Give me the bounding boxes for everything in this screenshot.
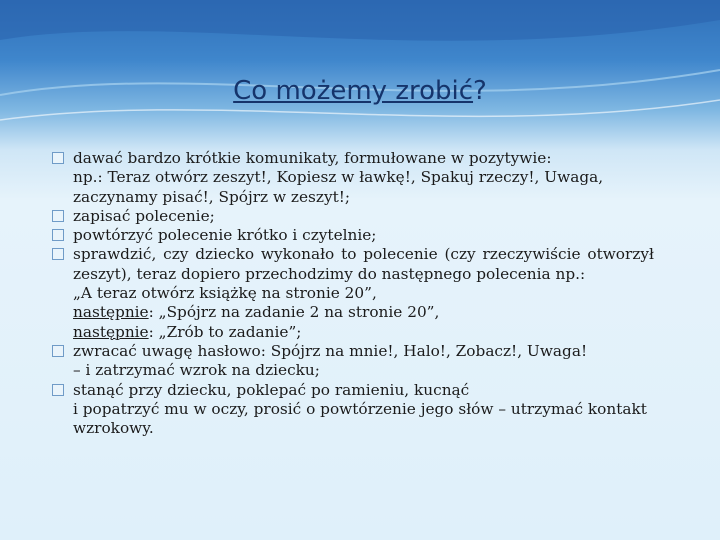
list-item [52, 226, 654, 245]
list-item-detail [52, 284, 654, 342]
list-item [52, 245, 654, 284]
example-line: „A teraz otwórz książkę na stronie 20”, [73, 284, 377, 303]
emphasis-word: następnie [73, 322, 149, 341]
bullet-icon [52, 210, 64, 222]
list-item-detail: i popatrzyć mu w oczy, prosić o powtórzenie jego słów – utrzymać kontakt wzrokowy. [73, 399, 647, 438]
item-text: powtórzyć polecenie krótko i czytelnie; [73, 226, 377, 245]
example-text: : „Zrób to zadanie”; [148, 322, 302, 341]
page-title [0, 76, 720, 106]
example-text: : „Spójrz na zadanie 2 na stronie 20”, [148, 303, 440, 322]
list-item [52, 381, 654, 400]
item-text: sprawdzić, czy dziecko wykonało to polecenie (czy rzeczywiście otworzył zeszyt), teraz dopiero przechodzimy do następnego polecenia np.: [73, 245, 654, 283]
example-line [73, 303, 654, 322]
item-text: zwracać uwagę hasłowo: Spójrz na mnie!, Halo!, Zobacz!, Uwaga! [73, 341, 588, 360]
bullet-icon [52, 384, 64, 396]
bullet-list [52, 149, 654, 438]
item-text: stanąć przy dziecku, poklepać po ramieniu, kucnąć [73, 380, 470, 399]
bullet-icon [52, 345, 64, 357]
example-line [73, 323, 654, 342]
list-item [52, 149, 654, 168]
bullet-icon [52, 229, 64, 241]
emphasis-word: następnie [73, 303, 149, 322]
item-text: zapisać polecenie; [73, 206, 215, 225]
title-main: Co możemy zrobić [233, 76, 474, 106]
list-item-detail: – i zatrzymać wzrok na dziecku; [73, 361, 320, 380]
bullet-icon [52, 152, 64, 164]
title-suffix: ? [473, 76, 487, 106]
item-text: dawać bardzo krótkie komunikaty, formułowane w pozytywie: [73, 149, 552, 167]
list-item [52, 342, 654, 361]
list-item [52, 207, 654, 226]
list-item-detail: np.: Teraz otwórz zeszyt!, Kopiesz w ławkę!, Spakuj rzeczy!, Uwaga, zaczynamy pisać!, Spójrz w zeszyt!; [73, 168, 604, 206]
bullet-icon [52, 248, 64, 260]
